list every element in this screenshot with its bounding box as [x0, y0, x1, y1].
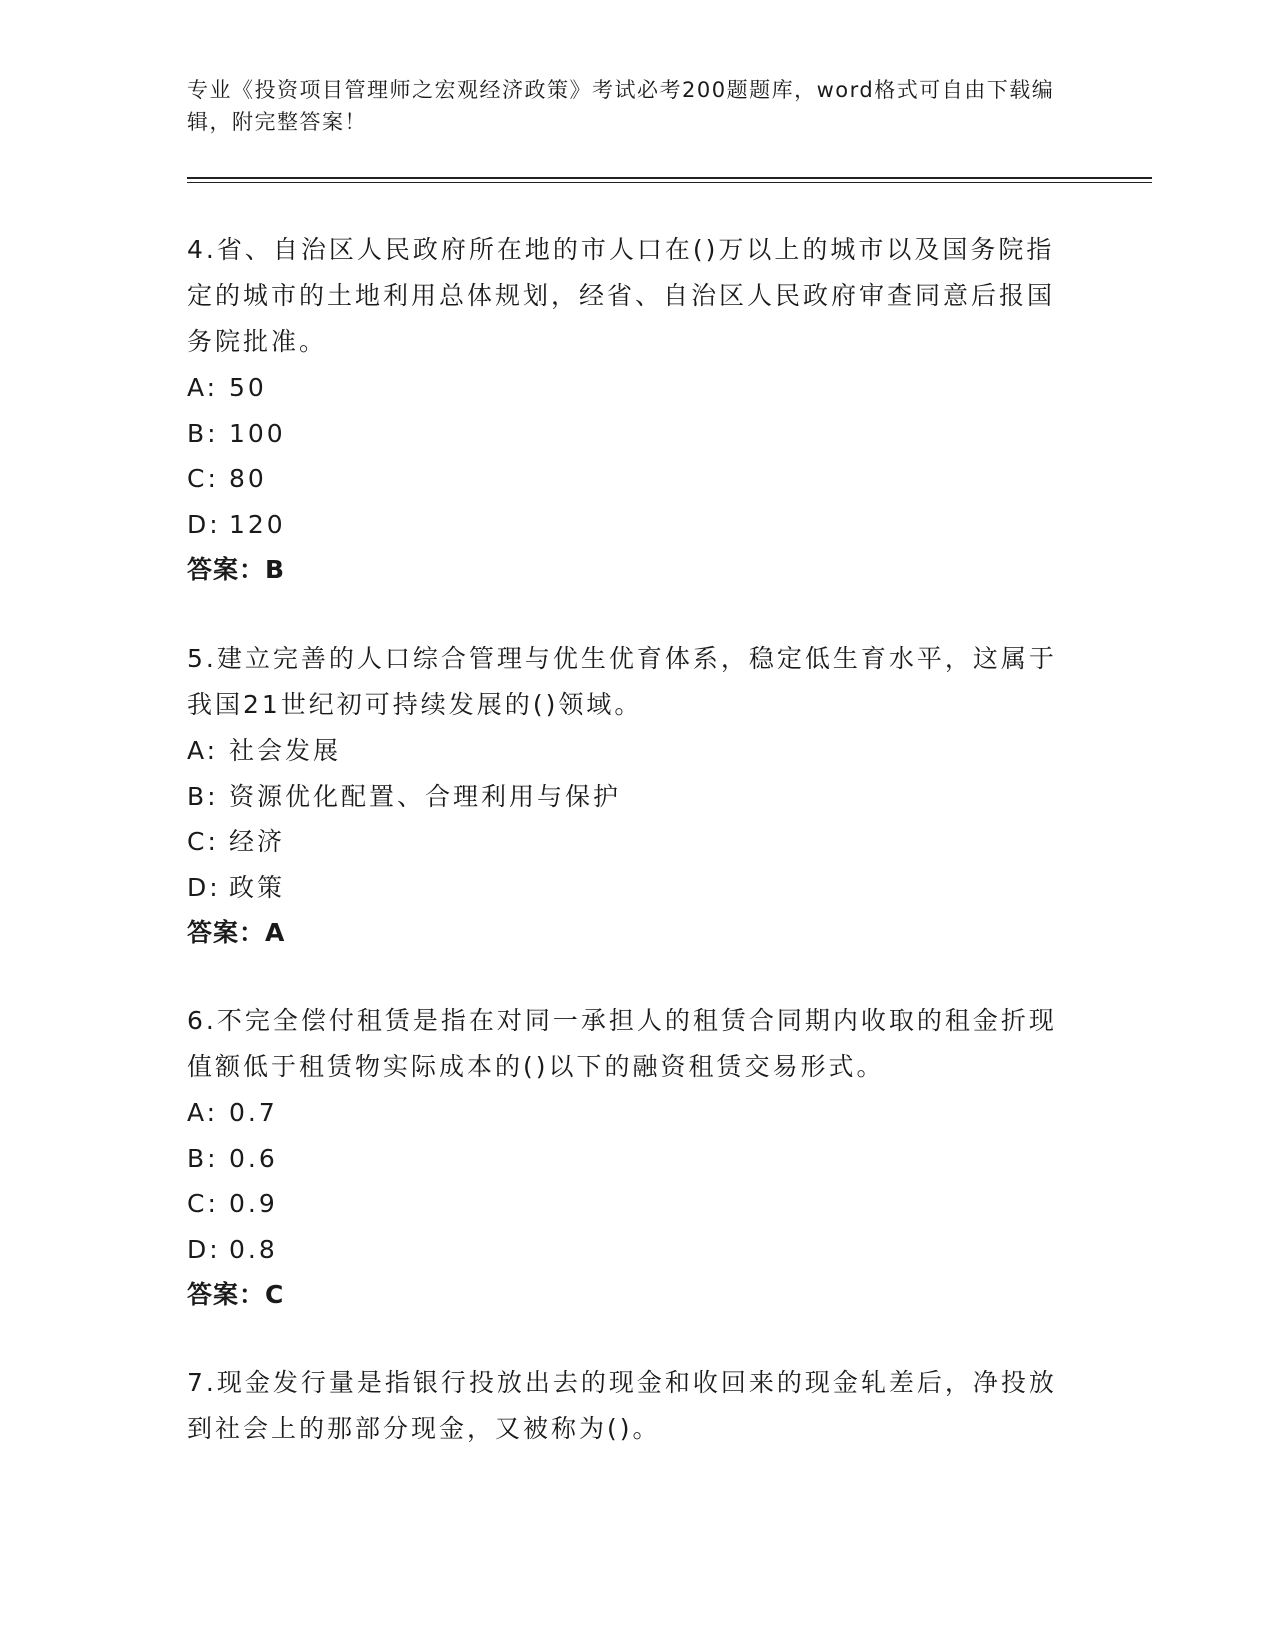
option-b: [187, 1136, 1067, 1182]
option-letter: D:: [187, 509, 221, 539]
answer-line: 答案：B: [187, 555, 286, 584]
option-letter: A:: [187, 1098, 219, 1127]
option-letter: C:: [187, 1189, 219, 1218]
header-divider-thin: [187, 182, 1152, 183]
question-stem: 6.不完全偿付租赁是指在对同一承担人的租赁合同期内收取的租金折现值额低于租赁物实际成本的()以下的融资租赁交易形式。: [187, 1006, 1057, 1081]
answer-line: 答案：C: [187, 1280, 285, 1309]
option-letter: B:: [187, 1143, 219, 1173]
option-a: [187, 728, 1067, 774]
question-stem: 4.省、自治区人民政府所在地的市人口在()万以上的城市以及国务院指定的城市的土地利用总体规划，经省、自治区人民政府审查同意后报国务院批准。: [187, 235, 1056, 356]
option-c: [187, 819, 1067, 865]
question-stem: 5.建立完善的人口综合管理与优生优育体系，稳定低生育水平，这属于我国21世纪初可持续发展的()领域。: [187, 644, 1057, 719]
option-letter: C:: [187, 464, 219, 493]
option-text: 120: [229, 509, 286, 539]
option-letter: C:: [187, 827, 219, 856]
option-text: 80: [229, 464, 267, 493]
option-c: [187, 1181, 1067, 1227]
option-letter: A:: [187, 373, 219, 402]
option-text: 0.6: [229, 1143, 278, 1173]
question-4: [187, 227, 1067, 593]
option-letter: D:: [187, 1234, 221, 1264]
document-header: 专业《投资项目管理师之宏观经济政策》考试必考200题题库，word格式可自由下载编辑，附完整答案！: [187, 78, 1055, 134]
option-text: 0.7: [229, 1098, 278, 1127]
option-text: 50: [229, 373, 267, 402]
option-text: 100: [229, 418, 286, 448]
option-a: [187, 1090, 1067, 1136]
option-d: [187, 1227, 1067, 1273]
option-text: 经济: [229, 827, 286, 856]
option-text: 政策: [229, 872, 286, 902]
question-7: [187, 1360, 1067, 1452]
option-d: [187, 865, 1067, 911]
option-b: [187, 774, 1067, 820]
question-6: [187, 998, 1067, 1318]
option-letter: A:: [187, 736, 219, 765]
option-text: 0.9: [229, 1189, 278, 1218]
option-text: 社会发展: [229, 736, 342, 765]
option-text: 资源优化配置、合理利用与保护: [229, 781, 622, 811]
option-b: [187, 411, 1067, 457]
header-divider: [187, 177, 1152, 179]
option-letter: D:: [187, 872, 221, 902]
question-stem: 7.现金发行量是指银行投放出去的现金和收回来的现金轧差后，净投放到社会上的那部分现金，又被称为()。: [187, 1368, 1057, 1443]
option-c: [187, 456, 1067, 502]
option-d: [187, 502, 1067, 548]
answer-line: 答案：A: [187, 918, 286, 947]
option-text: 0.8: [229, 1234, 278, 1264]
option-a: [187, 365, 1067, 411]
option-letter: B:: [187, 781, 219, 811]
question-5: [187, 636, 1067, 956]
option-letter: B:: [187, 418, 219, 448]
